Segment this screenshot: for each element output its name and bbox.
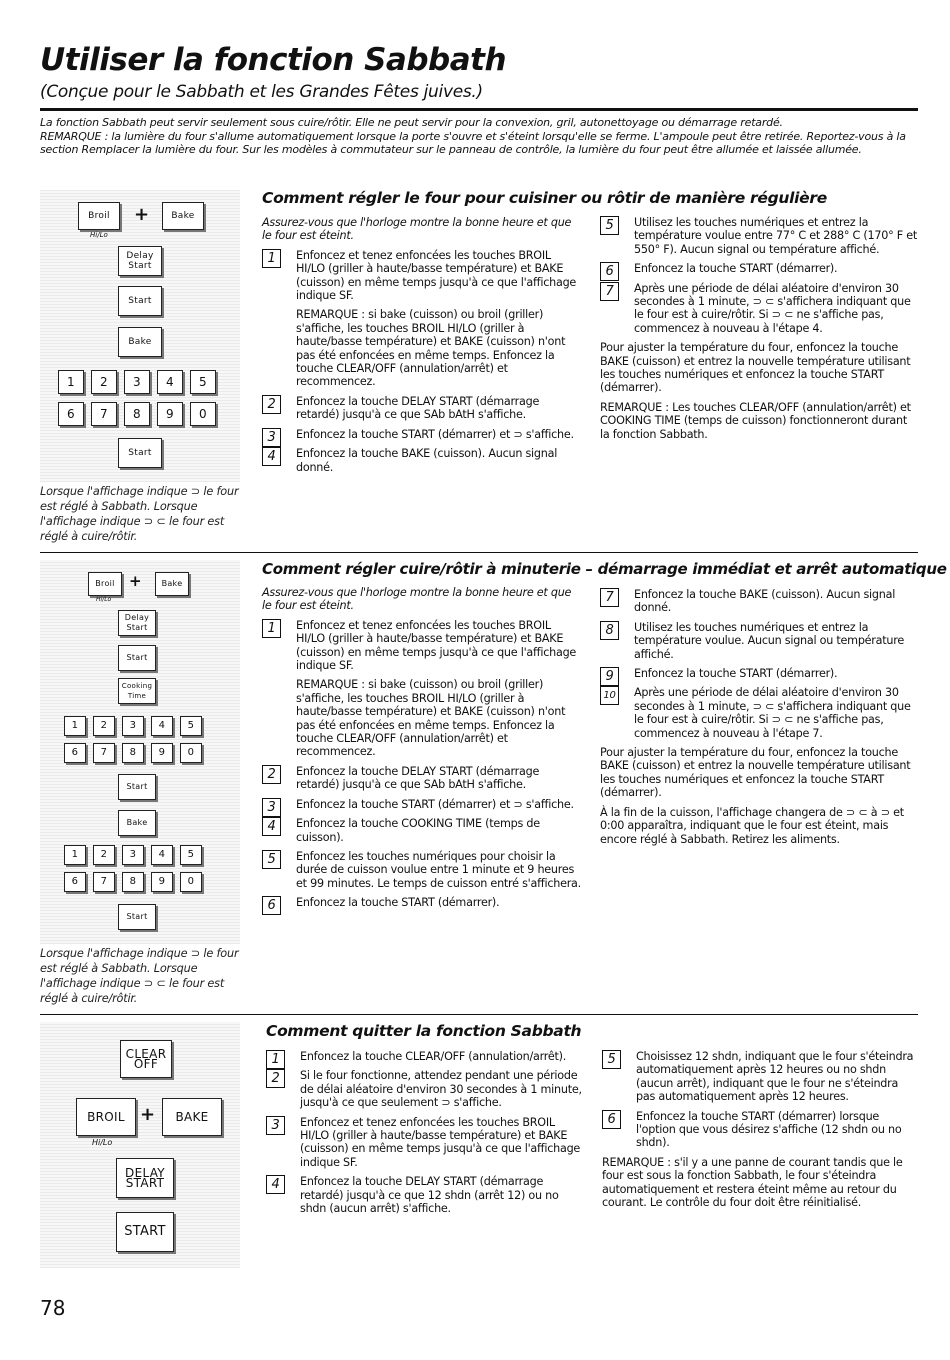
digit-key: 9 bbox=[151, 743, 173, 763]
digit-key: 0 bbox=[180, 872, 202, 892]
digit-key: 5 bbox=[180, 716, 202, 736]
step bbox=[262, 619, 582, 673]
digit-key: 2 bbox=[93, 845, 115, 865]
step-text: Utilisez les touches numériques et entrez la température voulue entre 77° C et 288° C (170° F et 550° F). Aucun signal ou température affiché. bbox=[634, 216, 918, 256]
digit-key: 3 bbox=[122, 716, 144, 736]
step-number: 2 bbox=[262, 765, 281, 784]
step bbox=[266, 1050, 584, 1067]
section1-lead: Assurez-vous que l'horloge montre la bonne heure et que le four est éteint. bbox=[262, 216, 572, 243]
section2-caption: Lorsque l'affichage indique ⊃ le four est réglé à Sabbath. Lorsque l'affichage indique ⊃ ⊂ le four est réglé à cuire/rôtir. bbox=[40, 947, 239, 1005]
step bbox=[600, 262, 918, 280]
step bbox=[600, 621, 918, 661]
step-number: 4 bbox=[266, 1175, 285, 1194]
start-key: Start bbox=[118, 904, 156, 930]
paragraph: À la fin de la cuisson, l'affichage changera de ⊃ ⊂ à ⊃ et 0:00 apparaîtra, indiquant que le four est éteint, mais encore réglé à Sabbath. Retirez les aliments. bbox=[600, 805, 904, 846]
digit-key: 1 bbox=[58, 370, 84, 394]
step-text: Enfoncez et tenez enfoncées les touches BROIL HI/LO (griller à haute/basse température) et BAKE (cuisson) en même temps jusqu'à ce que l'affichage indique SF. bbox=[300, 1115, 581, 1169]
step-text: Enfoncez la touche DELAY START (démarrage retardé) jusqu'à ce que SAb bAtH s'affiche. bbox=[296, 394, 540, 422]
step-number: 1 bbox=[266, 1050, 285, 1069]
digit-key: 6 bbox=[58, 402, 84, 426]
bake-key: Bake bbox=[155, 572, 189, 596]
section3-left-column bbox=[266, 1050, 584, 1221]
broil-key: Broil bbox=[88, 572, 122, 596]
digit-key: 7 bbox=[93, 743, 115, 763]
page-title: Utiliser la fonction Sabbath bbox=[40, 42, 507, 78]
section2-heading: Comment régler cuire/rôtir à minuterie – démarrage immédiat et arrêt automatique bbox=[262, 560, 947, 578]
step bbox=[262, 765, 582, 792]
digit-key: 1 bbox=[64, 716, 86, 736]
step-text: Enfoncez la touche DELAY START (démarrage retardé) jusqu'à ce que SAb bAtH s'affiche. bbox=[296, 764, 540, 792]
step-text: Enfoncez la touche START (démarrer) et ⊃ s'affiche. bbox=[296, 427, 574, 441]
digit-key: 3 bbox=[122, 845, 144, 865]
broil-key: Broil bbox=[78, 202, 120, 230]
digit-key: 2 bbox=[93, 716, 115, 736]
step bbox=[262, 395, 582, 422]
step-text: Enfoncez la touche START (démarrer) lorsque l'option que vous désirez s'affiche (12 shdn ou no shdn). bbox=[636, 1109, 902, 1150]
section2-lead: Assurez-vous que l'horloge montre la bonne heure et que le four est éteint. bbox=[262, 586, 572, 613]
digit-key: 9 bbox=[151, 872, 173, 892]
step-note bbox=[262, 308, 582, 388]
section-divider bbox=[40, 1014, 918, 1015]
step bbox=[600, 216, 918, 256]
step-number: 3 bbox=[262, 428, 281, 447]
step-number: 3 bbox=[262, 798, 281, 817]
digit-key: 4 bbox=[151, 716, 173, 736]
digit-key: 7 bbox=[91, 402, 117, 426]
step-text: Enfoncez les touches numériques pour choisir la durée de cuisson voulue entre 1 minute et 9 heures et 99 minutes. Le temps de cuisson entré s'affichera. bbox=[296, 849, 581, 890]
section2-right-column bbox=[600, 588, 918, 852]
digit-key: 4 bbox=[151, 845, 173, 865]
broil-key: BROIL bbox=[76, 1098, 136, 1136]
digit-key: 6 bbox=[64, 872, 86, 892]
section1-heading: Comment régler le four pour cuisiner ou rôtir de manière régulière bbox=[262, 189, 827, 207]
section2-left-column bbox=[262, 586, 582, 916]
step-number: 2 bbox=[266, 1069, 285, 1088]
step-text: Choisissez 12 shdn, indiquant que le four s'éteindra automatiquement après 12 heures ou no shdn (aucun arrêt), indiquant que le four ne s'éteindra pas automatiquement après 12 heures. bbox=[636, 1050, 914, 1104]
bake-key: Bake bbox=[118, 327, 162, 357]
step-number: 7 bbox=[600, 282, 619, 301]
paragraph: Pour ajuster la température du four, enfoncez la touche BAKE (cuisson) et entrez la nouvelle température utilisant les touches numériques et enfoncez la touche START (démarrer). bbox=[600, 341, 911, 395]
step bbox=[600, 686, 918, 740]
step-text: Enfoncez la touche DELAY START (démarrage retardé) jusqu'à ce que 12 shdn (arrêt 12) ou no shdn (aucun arrêt) s'affiche. bbox=[300, 1175, 559, 1216]
step-number: 6 bbox=[600, 262, 619, 281]
digit-key: 0 bbox=[190, 402, 216, 426]
step-number: 1 bbox=[262, 249, 281, 268]
step-number: 1 bbox=[262, 619, 281, 638]
step bbox=[262, 427, 582, 445]
step-text: Si le four fonctionne, attendez pendant une période de délai aléatoire d'environ 30 secondes à 1 minute, jusqu'à ce que seulement ⊃ s'affiche. bbox=[300, 1069, 582, 1110]
page-subtitle: (Conçue pour le Sabbath et les Grandes Fêtes juives.) bbox=[40, 82, 483, 102]
digit-key: 3 bbox=[124, 370, 150, 394]
digit-key: 6 bbox=[64, 743, 86, 763]
step bbox=[600, 282, 918, 336]
delay-start-key: DELAY START bbox=[116, 1158, 174, 1198]
step bbox=[602, 1110, 918, 1150]
step-number: 9 bbox=[600, 667, 619, 686]
section-divider bbox=[40, 552, 918, 553]
intro-line-1: La fonction Sabbath peut servir seulement sous cuire/rôtir. Elle ne peut servir pour la convexion, gril, autonettoyage ou démarrage retardé. bbox=[40, 116, 783, 129]
step-number: 8 bbox=[600, 621, 619, 640]
section3-heading: Comment quitter la fonction Sabbath bbox=[266, 1022, 582, 1040]
delay-start-key: Delay Start bbox=[118, 246, 162, 276]
step bbox=[600, 588, 918, 615]
step bbox=[262, 797, 582, 815]
digit-key: 9 bbox=[157, 402, 183, 426]
digit-key: 5 bbox=[180, 845, 202, 865]
delay-start-key: Delay Start bbox=[118, 610, 156, 636]
step bbox=[262, 817, 582, 844]
step-number: 5 bbox=[602, 1050, 621, 1069]
step-number: 2 bbox=[262, 395, 281, 414]
step-text: Enfoncez la touche START (démarrer). bbox=[296, 896, 500, 910]
digit-key: 7 bbox=[93, 872, 115, 892]
paragraph: REMARQUE : Les touches CLEAR/OFF (annulation/arrêt) et COOKING TIME (temps de cuisson) fonctionneront durant la fonction Sabbath. bbox=[600, 400, 911, 441]
step-number: 6 bbox=[602, 1110, 621, 1129]
hilo-label: Hi/Lo bbox=[90, 231, 108, 239]
digit-key: 1 bbox=[64, 845, 86, 865]
header-rule bbox=[40, 108, 918, 111]
hilo-label: Hi/Lo bbox=[92, 1138, 113, 1147]
step-text: REMARQUE : si bake (cuisson) ou broil (griller) s'affiche, les touches BROIL HI/LO (griller à haute/basse température) et BAKE (cuisson) n'ont pas été enfoncées en même temps. Enfoncez la touche CLEAR/OFF (annulation/arrêt) et recommencez. bbox=[296, 308, 566, 389]
step-text: Enfoncez et tenez enfoncées les touches BROIL HI/LO (griller à haute/basse température) et BAKE (cuisson) en même temps jusqu'à ce que l'affichage indique SF. bbox=[296, 618, 577, 673]
step bbox=[602, 1050, 918, 1104]
step-text: Enfoncez la touche START (démarrer) et ⊃ s'affiche. bbox=[296, 797, 574, 811]
step-text: Enfoncez la touche CLEAR/OFF (annulation/arrêt). bbox=[300, 1050, 567, 1063]
hilo-label: Hi/Lo bbox=[96, 596, 112, 603]
step bbox=[600, 667, 918, 685]
digit-key: 8 bbox=[124, 402, 150, 426]
step-number: 7 bbox=[600, 588, 619, 607]
digit-key: 8 bbox=[122, 872, 144, 892]
step-text: Enfoncez et tenez enfoncées les touches BROIL HI/LO (griller à haute/basse température) et BAKE (cuisson) en même temps jusqu'à ce que l'affichage indique SF. bbox=[296, 248, 577, 303]
clear-off-key: CLEAR OFF bbox=[120, 1040, 172, 1078]
step-text: REMARQUE : si bake (cuisson) ou broil (griller) s'affiche, les touches BROIL HI/LO (griller à haute/basse température) et BAKE (cuisson) n'ont pas été enfoncées en même temps. Enfoncez la touche CLEAR/OFF (annulation/arrêt) et recommencez. bbox=[296, 678, 566, 759]
paragraph: REMARQUE : s'il y a une panne de courant tandis que le four est sous la fonction Sabbath, le four s'éteindra automatiquement et restera éteint même au retour du courant. Le contrôle du four doit être réinitialisé. bbox=[602, 1155, 903, 1210]
keypad-panel-1 bbox=[40, 190, 240, 482]
step-number: 4 bbox=[262, 447, 281, 466]
section3-right-column bbox=[602, 1050, 918, 1215]
step-text: Après une période de délai aléatoire d'environ 30 secondes à 1 minute, ⊃ ⊂ s'affichera indiquant que le four est à cuire/rôtir. Si ⊃ ⊂ ne s'affiche pas, commencez à nouveau à l'étape 7. bbox=[634, 686, 911, 740]
digit-key: 4 bbox=[157, 370, 183, 394]
step-text: Après une période de délai aléatoire d'environ 30 secondes à 1 minute, ⊃ ⊂ s'affichera indiquant que le four est à cuire/rôtir. Si ⊃ ⊂ ne s'affiche pas, commencez à nouveau à l'étape 4. bbox=[634, 281, 911, 335]
step bbox=[266, 1069, 584, 1109]
section1-right-column bbox=[600, 216, 918, 447]
plus-sign: + bbox=[140, 1104, 156, 1125]
digit-key: 0 bbox=[180, 743, 202, 763]
bake-key: Bake bbox=[118, 810, 156, 836]
intro-text bbox=[40, 116, 920, 157]
step-text: Enfoncez la touche BAKE (cuisson). Aucun signal donné. bbox=[296, 447, 558, 474]
step bbox=[262, 896, 582, 914]
start-key: Start bbox=[118, 438, 162, 468]
paragraph: Pour ajuster la température du four, enfoncez la touche BAKE (cuisson) et entrez la nouvelle température utilisant les touches numériques et enfoncez la touche START (démarrer). bbox=[600, 746, 911, 800]
step-number: 5 bbox=[262, 850, 281, 869]
step bbox=[262, 447, 582, 474]
step-text: Utilisez les touches numériques et entrez la température voulue. Aucun signal ou température affiché. bbox=[634, 620, 904, 661]
digit-key: 5 bbox=[190, 370, 216, 394]
digit-key: 2 bbox=[91, 370, 117, 394]
step bbox=[266, 1175, 584, 1215]
start-key: START bbox=[116, 1212, 174, 1252]
bake-key: BAKE bbox=[162, 1098, 222, 1136]
step-number: 6 bbox=[262, 896, 281, 915]
step-text: Enfoncez la touche START (démarrer). bbox=[634, 667, 838, 681]
step bbox=[262, 850, 582, 890]
step bbox=[266, 1116, 584, 1170]
step-text: Enfoncez la touche BAKE (cuisson). Aucun signal donné. bbox=[634, 588, 896, 615]
page-number: 78 bbox=[40, 1296, 66, 1320]
step-note bbox=[262, 678, 582, 758]
intro-line-2: REMARQUE : la lumière du four s'allume automatiquement lorsque la porte s'ouvre et s'éteint lorsqu'elle se ferme. L'ampoule peut être retirée. Reportez-vous à la section Remplacer la lumière du four. Sur les modèles à commutateur sur le panneau de contrôle, la lumière du four peut être allumée et laissée allumée. bbox=[40, 129, 906, 156]
step-text: Enfoncez la touche COOKING TIME (temps de cuisson). bbox=[296, 817, 540, 844]
keypad-panel-3 bbox=[40, 1022, 240, 1268]
plus-sign: + bbox=[129, 572, 142, 590]
cooking-time-key: Cooking Time bbox=[118, 678, 156, 704]
section1-left-column bbox=[262, 216, 582, 480]
section1-caption: Lorsque l'affichage indique ⊃ le four est réglé à Sabbath. Lorsque l'affichage indique ⊃ ⊂ le four est réglé à cuire/rôtir. bbox=[40, 485, 239, 543]
bake-key: Bake bbox=[162, 202, 204, 230]
step-number: 4 bbox=[262, 817, 281, 836]
digit-key: 8 bbox=[122, 743, 144, 763]
step bbox=[262, 249, 582, 303]
start-key: Start bbox=[118, 645, 156, 671]
step-number: 3 bbox=[266, 1116, 285, 1135]
step-text: Enfoncez la touche START (démarrer). bbox=[634, 262, 838, 276]
step-number: 5 bbox=[600, 216, 619, 235]
keypad-panel-2 bbox=[40, 560, 240, 944]
plus-sign: + bbox=[134, 204, 150, 225]
start-key: Start bbox=[118, 774, 156, 800]
step-number: 10 bbox=[600, 686, 619, 705]
start-key: Start bbox=[118, 286, 162, 316]
